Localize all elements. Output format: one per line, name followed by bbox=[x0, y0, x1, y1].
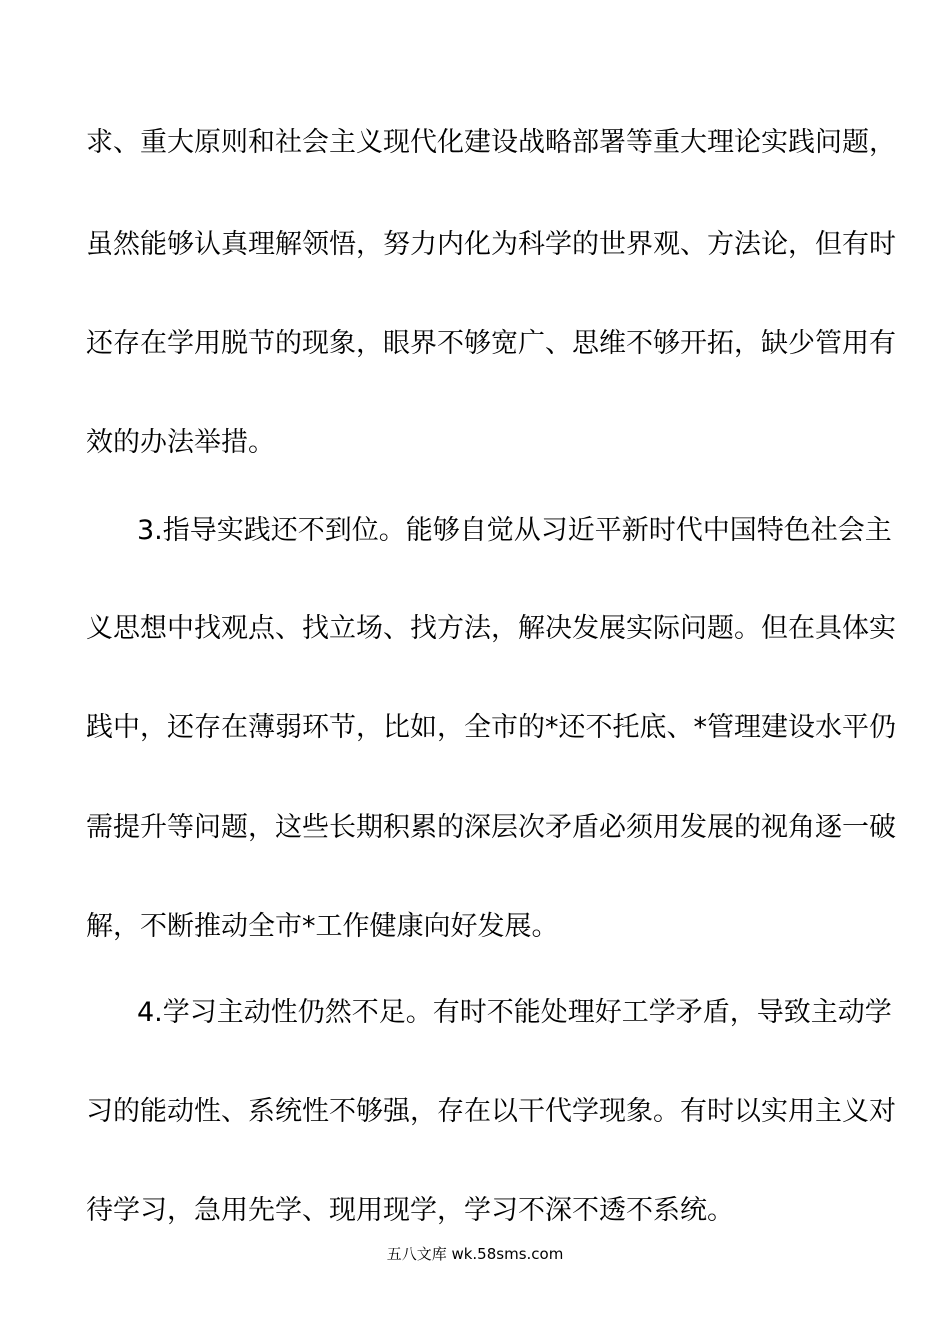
text-line: 求、重大原则和社会主义现代化建设战略部署等重大理论实践问题， bbox=[86, 127, 896, 158]
text-line: 践中，还存在薄弱环节，比如，全市的*还不托底、*管理建设水平仍 bbox=[86, 712, 896, 743]
text-line: 待学习，急用先学、现用现学，学习不深不透不系统。 bbox=[86, 1195, 734, 1226]
text-line: 义思想中找观点、找立场、找方法，解决发展实际问题。但在具体实 bbox=[86, 613, 896, 644]
text-line: 需提升等问题，这些长期积累的深层次矛盾必须用发展的视角逐一破 bbox=[86, 812, 896, 843]
text-line: 3.指导实践还不到位。能够自觉从习近平新时代中国特色社会主 bbox=[137, 515, 892, 546]
text-line: 解，不断推动全市*工作健康向好发展。 bbox=[86, 911, 559, 942]
text-line: 虽然能够认真理解领悟，努力内化为科学的世界观、方法论，但有时 bbox=[86, 229, 896, 260]
text-line: 4.学习主动性仍然不足。有时不能处理好工学矛盾，导致主动学 bbox=[137, 997, 892, 1028]
text-line: 效的办法举措。 bbox=[86, 427, 275, 458]
text-line: 还存在学用脱节的现象，眼界不够宽广、思维不够开拓，缺少管用有 bbox=[86, 328, 896, 359]
page-footer: 五八文库 wk.58sms.com bbox=[386, 1245, 564, 1263]
text-line: 习的能动性、系统性不够强，存在以干代学现象。有时以实用主义对 bbox=[86, 1096, 896, 1127]
